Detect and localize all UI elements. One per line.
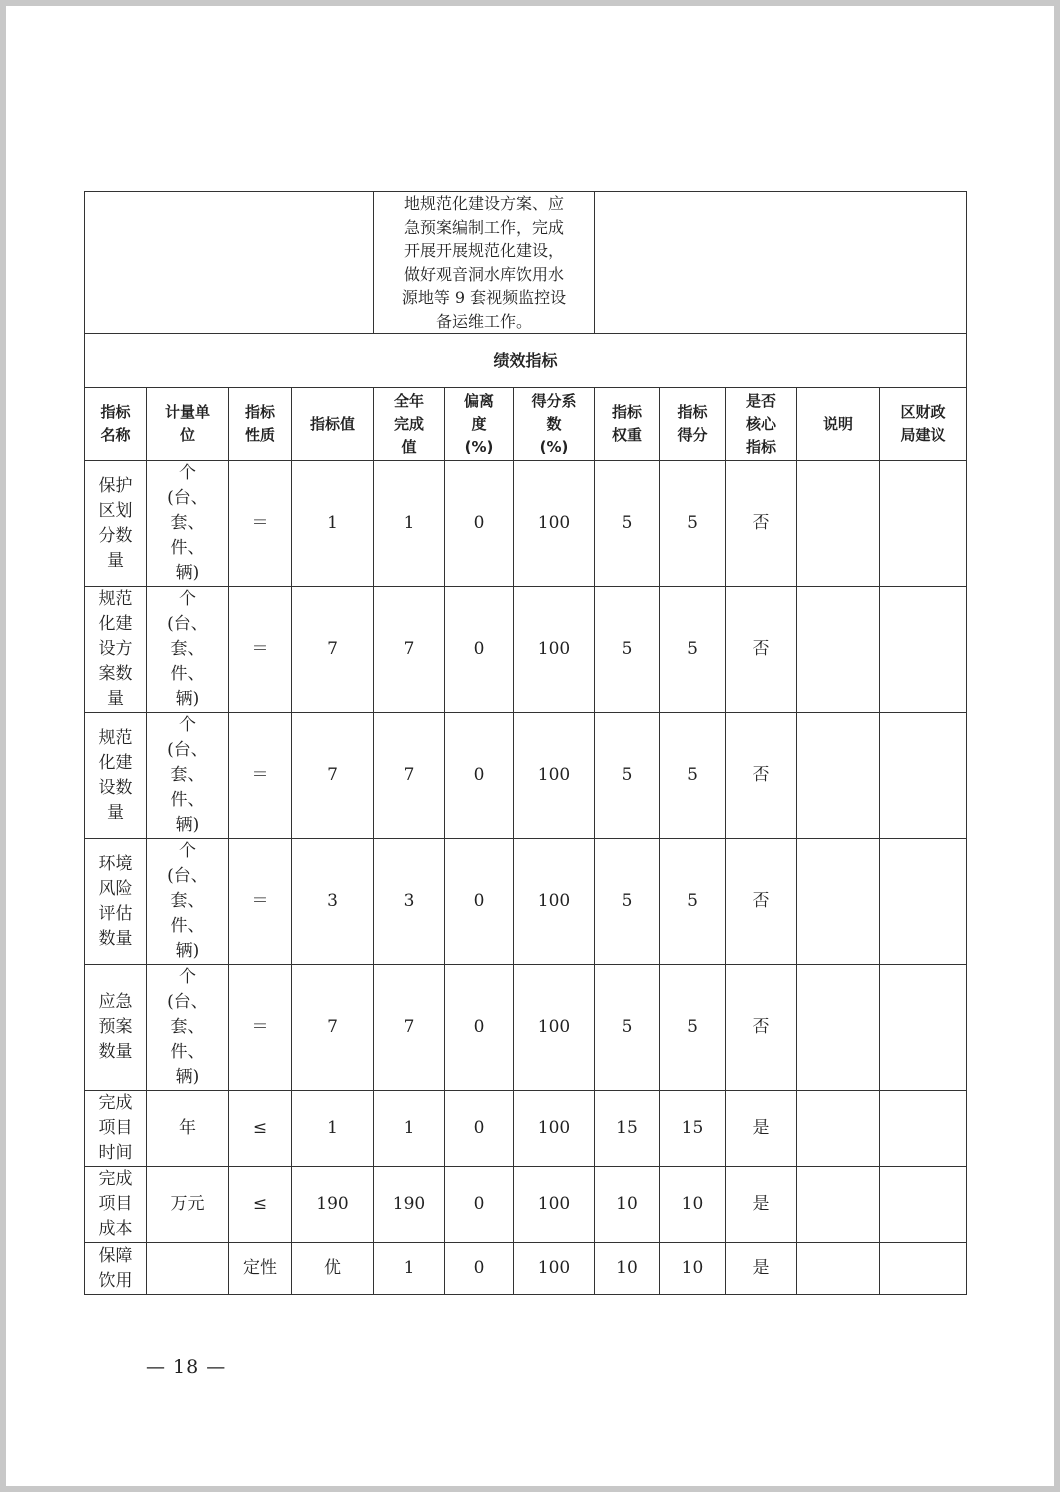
nature-cell: ＝ [229,839,292,965]
nature-cell: ≤ [229,1167,292,1243]
table-row [85,1091,967,1167]
weight-cell: 5 [595,713,660,839]
unit-cell: 年 [147,1091,229,1167]
note-cell [797,839,880,965]
indicator-name-cell: 应急 预案 数量 [85,965,147,1091]
core-cell: 否 [726,839,797,965]
indicator-name-cell: 保障 饮用 [85,1243,147,1295]
unit-cell: 个 (台、 套、 件、 辆) [147,839,229,965]
header-score: 指标 得分 [660,388,726,461]
unit-cell: 个 (台、 套、 件、 辆) [147,713,229,839]
table-row [85,1243,967,1295]
target-value-cell: 1 [292,1091,374,1167]
weight-cell: 5 [595,461,660,587]
core-cell: 是 [726,1091,797,1167]
unit-cell: 个 (台、 套、 件、 辆) [147,965,229,1091]
table-row [85,587,967,713]
score-cell: 10 [660,1167,726,1243]
target-value-cell: 3 [292,839,374,965]
nature-cell: ＝ [229,587,292,713]
indicator-name-cell: 完成 项目 时间 [85,1091,147,1167]
weight-cell: 5 [595,965,660,1091]
note-cell [797,461,880,587]
indicator-name-cell: 保护 区划 分数 量 [85,461,147,587]
core-cell: 否 [726,587,797,713]
work-description-cell: 地规范化建设方案、应 急预案编制工作，完成 开展开展规范化建设， 做好观音洞水库饮用水 源地等 9 套视频监控设 备运维工作。 [374,192,595,334]
suggestion-cell [880,461,967,587]
table-row [85,1167,967,1243]
actual-value-cell: 3 [374,839,445,965]
section-title-row [85,334,967,388]
actual-value-cell: 7 [374,713,445,839]
suggestion-cell [880,1167,967,1243]
deviation-cell: 0 [445,839,514,965]
weight-cell: 5 [595,839,660,965]
note-cell [797,1091,880,1167]
note-cell [797,713,880,839]
deviation-cell: 0 [445,1091,514,1167]
indicator-name-cell: 完成 项目 成本 [85,1167,147,1243]
page-number: — 18 — [146,1356,227,1378]
header-note: 说明 [797,388,880,461]
core-cell: 是 [726,1243,797,1295]
coefficient-cell: 100 [514,1091,595,1167]
table-row [85,839,967,965]
score-cell: 5 [660,839,726,965]
unit-cell: 个 (台、 套、 件、 辆) [147,587,229,713]
header-weight: 指标 权重 [595,388,660,461]
target-value-cell: 7 [292,965,374,1091]
suggestion-cell [880,839,967,965]
nature-cell: ＝ [229,965,292,1091]
header-row [85,388,967,461]
actual-value-cell: 190 [374,1167,445,1243]
document-page [6,6,1054,1486]
performance-indicator-table [84,191,967,1295]
actual-value-cell: 1 [374,461,445,587]
empty-cell [595,192,967,334]
target-value-cell: 7 [292,713,374,839]
indicator-name-cell: 规范 化建 设数 量 [85,713,147,839]
core-cell: 否 [726,965,797,1091]
table-row [85,965,967,1091]
note-cell [797,587,880,713]
score-cell: 5 [660,461,726,587]
continuation-row [85,192,967,334]
header-target-value: 指标值 [292,388,374,461]
coefficient-cell: 100 [514,461,595,587]
score-cell: 5 [660,713,726,839]
deviation-cell: 0 [445,1243,514,1295]
indicator-name-cell: 规范 化建 设方 案数 量 [85,587,147,713]
unit-cell: 万元 [147,1167,229,1243]
actual-value-cell: 1 [374,1243,445,1295]
table-row [85,461,967,587]
coefficient-cell: 100 [514,839,595,965]
suggestion-cell [880,1243,967,1295]
coefficient-cell: 100 [514,1243,595,1295]
target-value-cell: 优 [292,1243,374,1295]
note-cell [797,965,880,1091]
header-unit: 计量单 位 [147,388,229,461]
table-row [85,713,967,839]
nature-cell: ＝ [229,713,292,839]
header-indicator-name: 指标 名称 [85,388,147,461]
header-core: 是否 核心 指标 [726,388,797,461]
actual-value-cell: 7 [374,965,445,1091]
coefficient-cell: 100 [514,587,595,713]
suggestion-cell [880,587,967,713]
header-deviation: 偏离 度 (%) [445,388,514,461]
header-actual-value: 全年 完成 值 [374,388,445,461]
deviation-cell: 0 [445,965,514,1091]
unit-cell [147,1243,229,1295]
score-cell: 5 [660,587,726,713]
indicator-name-cell: 环境 风险 评估 数量 [85,839,147,965]
coefficient-cell: 100 [514,713,595,839]
suggestion-cell [880,965,967,1091]
weight-cell: 15 [595,1091,660,1167]
actual-value-cell: 7 [374,587,445,713]
target-value-cell: 1 [292,461,374,587]
weight-cell: 10 [595,1167,660,1243]
score-cell: 10 [660,1243,726,1295]
target-value-cell: 7 [292,587,374,713]
score-cell: 15 [660,1091,726,1167]
deviation-cell: 0 [445,587,514,713]
nature-cell: ＝ [229,461,292,587]
note-cell [797,1167,880,1243]
section-title: 绩效指标 [85,334,967,388]
weight-cell: 10 [595,1243,660,1295]
core-cell: 是 [726,1167,797,1243]
score-cell: 5 [660,965,726,1091]
coefficient-cell: 100 [514,965,595,1091]
coefficient-cell: 100 [514,1167,595,1243]
target-value-cell: 190 [292,1167,374,1243]
header-coefficient: 得分系 数 (%) [514,388,595,461]
weight-cell: 5 [595,587,660,713]
core-cell: 否 [726,461,797,587]
header-suggestion: 区财政 局建议 [880,388,967,461]
deviation-cell: 0 [445,713,514,839]
suggestion-cell [880,713,967,839]
core-cell: 否 [726,713,797,839]
nature-cell: 定性 [229,1243,292,1295]
suggestion-cell [880,1091,967,1167]
actual-value-cell: 1 [374,1091,445,1167]
note-cell [797,1243,880,1295]
empty-cell [85,192,374,334]
deviation-cell: 0 [445,1167,514,1243]
deviation-cell: 0 [445,461,514,587]
unit-cell: 个 (台、 套、 件、 辆) [147,461,229,587]
nature-cell: ≤ [229,1091,292,1167]
header-nature: 指标 性质 [229,388,292,461]
